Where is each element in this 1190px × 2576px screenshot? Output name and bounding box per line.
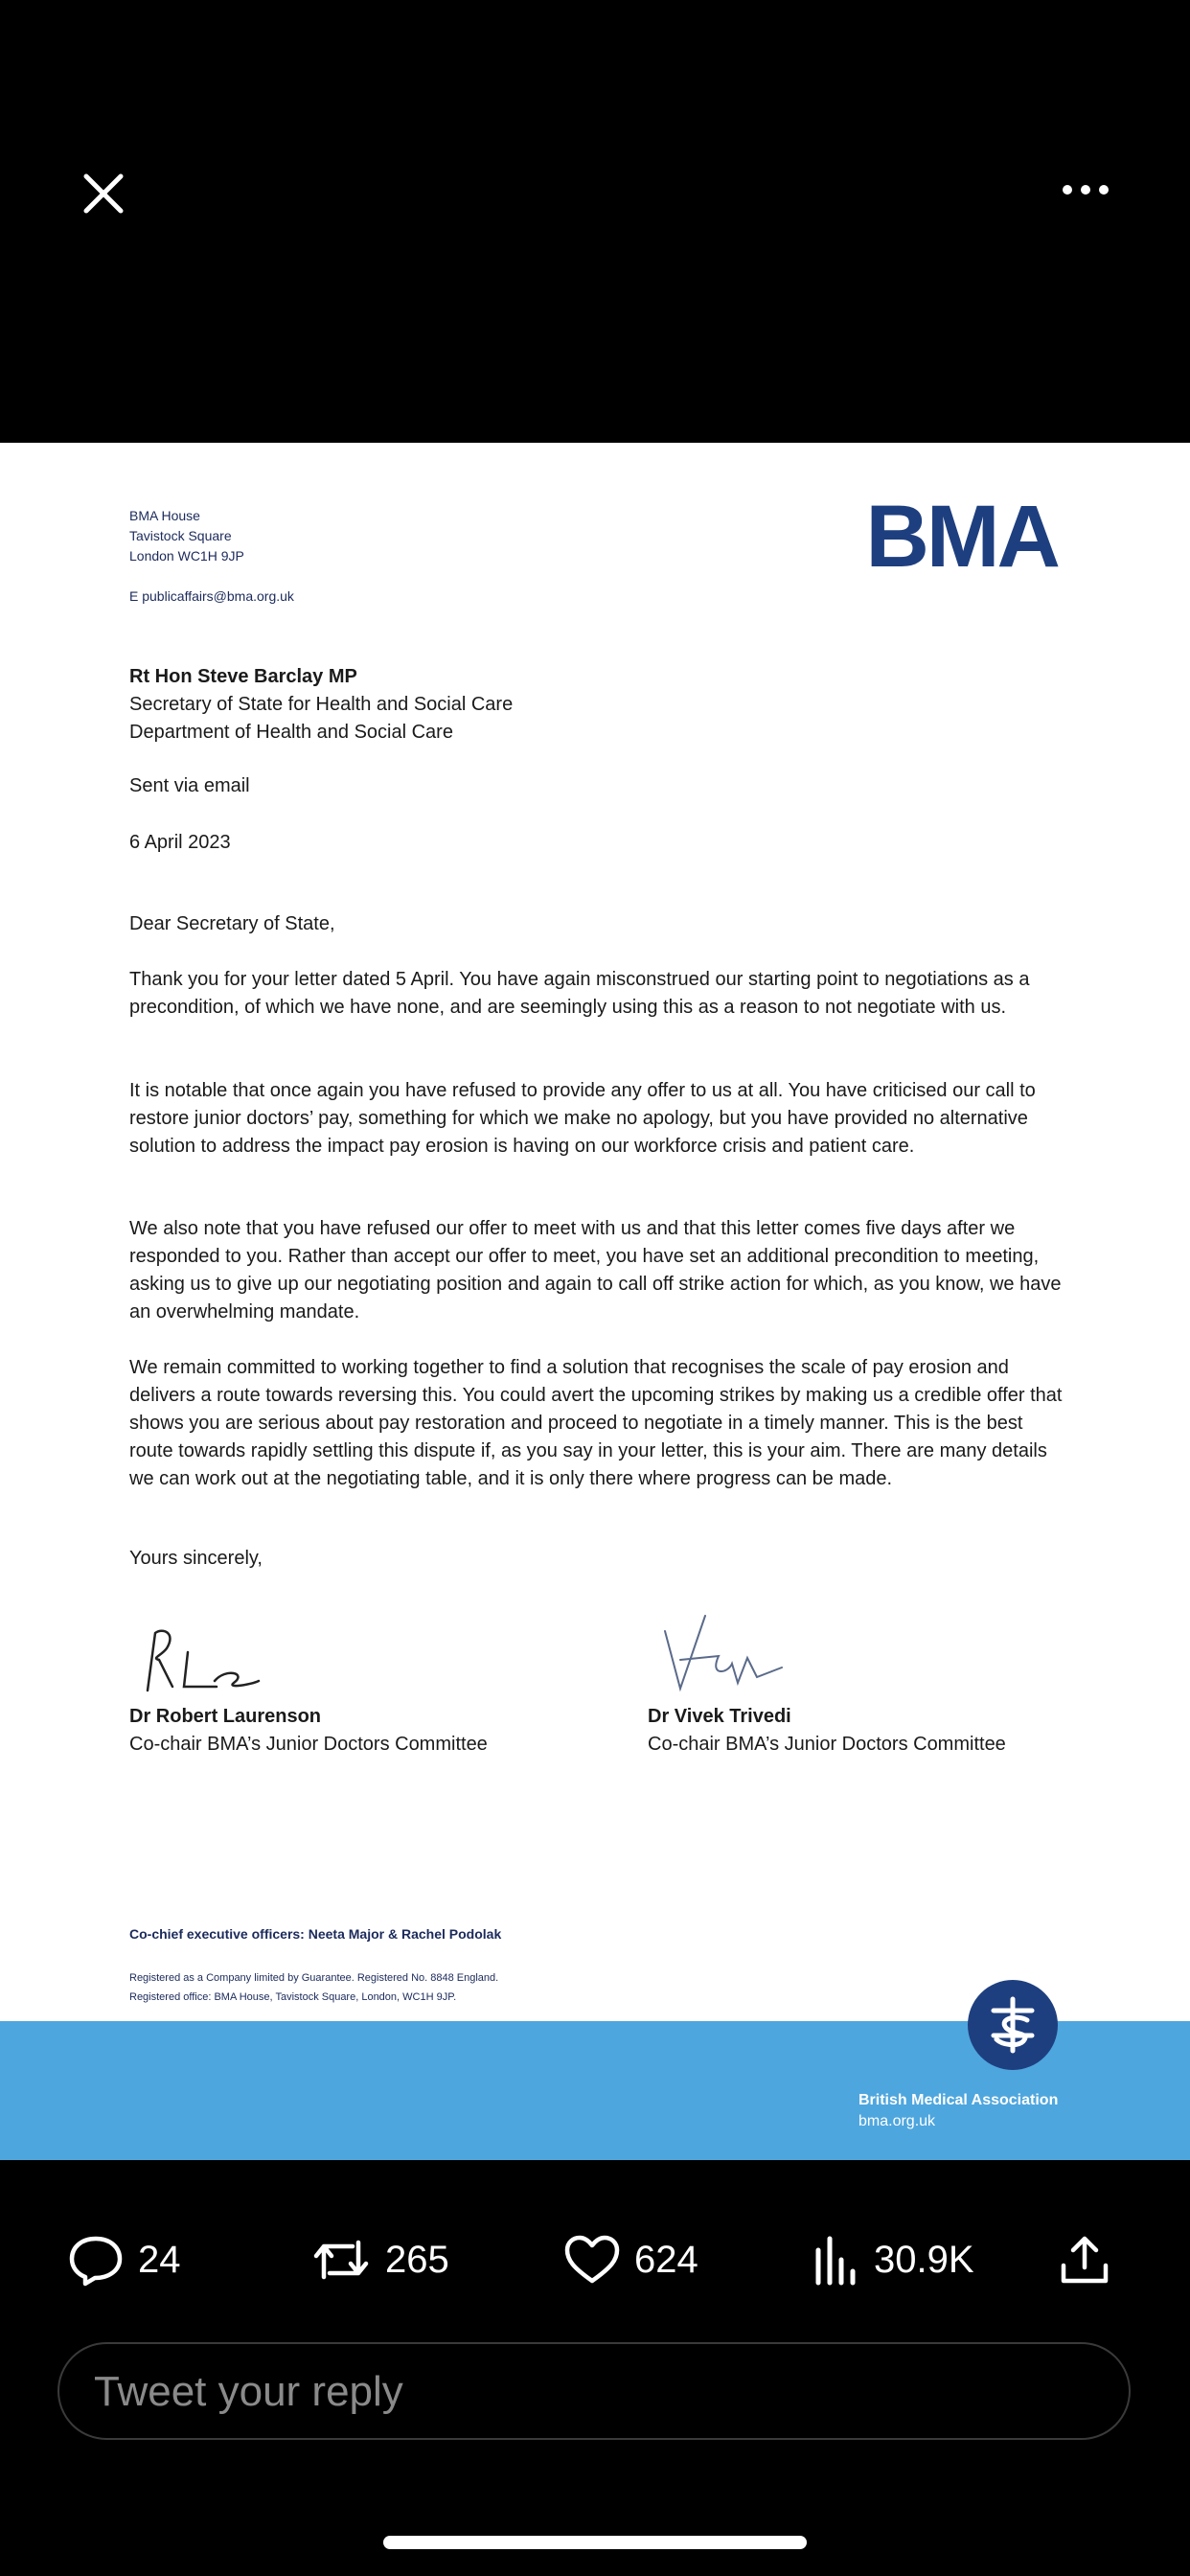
recipient-line: Department of Health and Social Care: [129, 722, 453, 743]
share-icon: [1058, 2233, 1111, 2287]
signatory-right: [648, 1703, 1006, 1759]
footer-registered: Registered as a Company limited by Guarantee. Registered No. 8848 England.: [129, 1972, 499, 1984]
address-line: London WC1H 9JP: [129, 548, 244, 564]
close-icon[interactable]: [79, 169, 128, 218]
retweet-count: 265: [385, 2238, 449, 2281]
letter-paragraph: It is notable that once again you have refused to provide any offer to us at all. You have criticised our call to restore junior doctors’ pay, something for which we make no apology, but you have provided no alternative solution to address the impact pay erosion is having on our workforce crisis and patient care.: [129, 1080, 1036, 1157]
tweet-actions: [0, 2221, 1190, 2298]
bma-logo: BMA: [865, 488, 1058, 586]
letter-image[interactable]: [0, 443, 1190, 2160]
letter-paragraph: We remain committed to working together to find a solution that recognises the scale of pay erosion and delivers a route towards reversing this. You could avert the upcoming strikes by making us a credible offer that shows you are serious about pay restoration and proceed to negotiate in a timely manner. This is the best route towards rapidly settling this dispute if, as you say in your letter, this is your aim. There are many details we can work out at the negotiating table, and it is only there where progress can be made.: [129, 1357, 1063, 1489]
more-dots-icon[interactable]: [1062, 172, 1110, 207]
signature-laurenson: [134, 1623, 278, 1700]
share-button[interactable]: [1058, 2221, 1125, 2298]
closing: Yours sincerely,: [129, 1548, 263, 1569]
salutation: Dear Secretary of State,: [129, 913, 335, 934]
footer-registration: [129, 1968, 498, 2007]
like-button[interactable]: [563, 2221, 698, 2298]
sender-address: [129, 506, 244, 566]
recipient-name: Rt Hon Steve Barclay MP: [129, 666, 357, 687]
signatory-title: Co-chair BMA’s Junior Doctors Committee: [648, 1734, 1006, 1755]
reply-button[interactable]: [67, 2221, 181, 2298]
letter-date: 6 April 2023: [129, 832, 231, 853]
like-count: 624: [634, 2238, 698, 2281]
heart-icon: [563, 2233, 621, 2287]
signatory-name: Dr Robert Laurenson: [129, 1706, 322, 1727]
band-url: bma.org.uk: [858, 2113, 936, 2129]
home-indicator[interactable]: [383, 2536, 807, 2549]
retweet-icon: [310, 2233, 372, 2287]
signatory-name: Dr Vivek Trivedi: [648, 1706, 791, 1727]
band-text: [858, 2090, 1058, 2132]
retweet-button[interactable]: [310, 2221, 449, 2298]
signatory-left: [129, 1703, 488, 1759]
reply-placeholder: Tweet your reply: [94, 2368, 403, 2415]
bma-badge-icon: [968, 1980, 1058, 2070]
views-chart-icon: [812, 2233, 860, 2287]
recipient-block: [129, 663, 1064, 747]
reply-input[interactable]: [57, 2342, 1131, 2440]
band-org-name: British Medical Association: [858, 2092, 1059, 2108]
sender-email: E publicaffairs@bma.org.uk: [129, 588, 294, 604]
footer-officers: Co-chief executive officers: Neeta Major & Rachel Podolak: [129, 1926, 502, 1942]
recipient-line: Secretary of State for Health and Social Care: [129, 694, 514, 715]
letter-paragraph: Thank you for your letter dated 5 April. You have again misconstrued our starting point to negotiations as a precondition, of which we have none, and are seemingly using this as a reason to not negotiate with us.: [129, 969, 1030, 1018]
footer-office: Registered office: BMA House, Tavistock Square, London, WC1H 9JP.: [129, 1991, 457, 2003]
reply-count: 24: [138, 2238, 181, 2281]
sent-via: Sent via email: [129, 775, 250, 796]
letter-paragraph: We also note that you have refused our offer to meet with us and that this letter comes five days after we responded to you. Rather than accept our offer to meet, you have set an additional precondition to meeting, asking us to give up our negotiating position and again to call off strike action for which, as you know, we have an overwhelming mandate.: [129, 1218, 1062, 1322]
reply-bubble-icon: [67, 2233, 125, 2287]
views-button[interactable]: [812, 2221, 974, 2298]
signatory-title: Co-chair BMA’s Junior Doctors Committee: [129, 1734, 488, 1755]
signature-trivedi: [652, 1610, 795, 1706]
address-line: Tavistock Square: [129, 528, 232, 543]
view-count: 30.9K: [874, 2238, 974, 2281]
address-line: BMA House: [129, 508, 200, 523]
